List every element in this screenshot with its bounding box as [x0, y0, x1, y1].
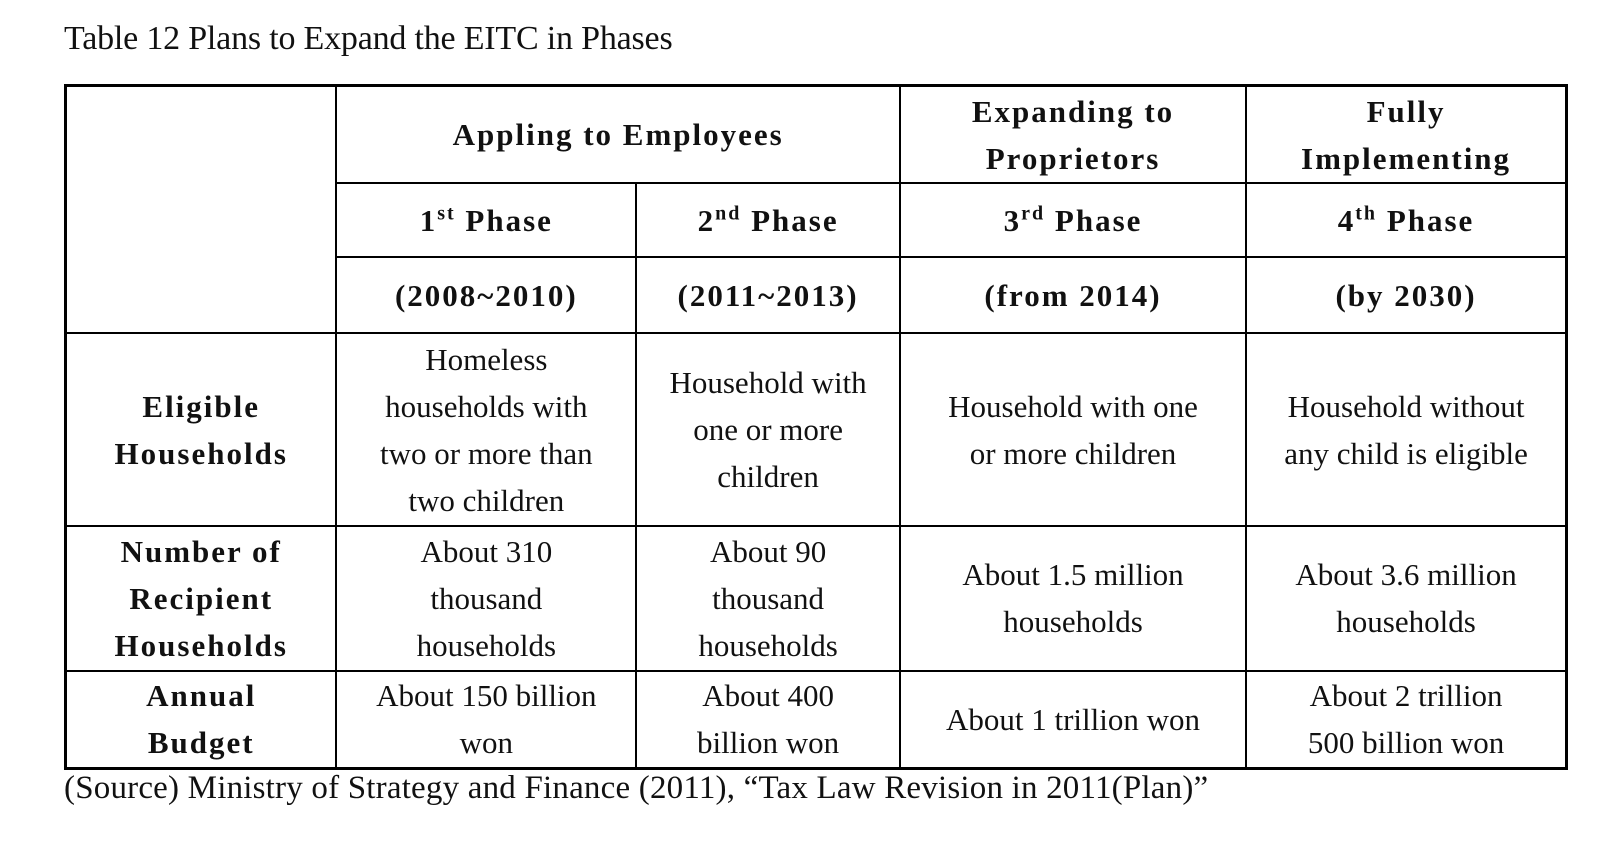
group-header-proprietors-line2: Proprietors	[985, 140, 1161, 176]
cell-line: About 1 trillion won	[946, 701, 1201, 737]
cell-line: Household with one	[948, 388, 1198, 424]
budget-phase-1	[336, 671, 636, 769]
period-2: (2011~2013)	[636, 257, 900, 333]
phase-3-word: Phase	[1054, 202, 1143, 238]
header-group-row	[66, 86, 1567, 184]
budget-phase-3	[900, 671, 1246, 769]
period-4: (by 2030)	[1246, 257, 1566, 333]
cell-line: About 400	[702, 678, 834, 714]
phase-header-3	[900, 183, 1246, 257]
cell-line: one or more	[693, 412, 843, 448]
phase-1-word: Phase	[465, 202, 553, 238]
recipients-phase-4	[1246, 526, 1566, 671]
group-header-employees-label: Appling to Employees	[452, 117, 784, 153]
recipients-phase-1	[336, 526, 636, 671]
row-label-recipients-line3: Households	[114, 627, 288, 663]
group-header-proprietors	[900, 86, 1246, 184]
cell-line: thousand	[430, 580, 543, 616]
budget-phase-2	[636, 671, 900, 769]
cell-line: About 3.6 million	[1295, 557, 1517, 593]
cell-line: households	[1336, 604, 1476, 640]
cell-line: Household without	[1287, 388, 1525, 424]
eligible-phase-1	[336, 333, 636, 526]
phase-header-1	[336, 183, 636, 257]
group-header-full-line2: Implementing	[1301, 140, 1512, 176]
phase-4-number: 4	[1337, 202, 1356, 238]
cell-line: Household with	[669, 365, 867, 401]
eligible-phase-2	[636, 333, 900, 526]
cell-line: thousand	[712, 580, 825, 616]
cell-line: two or more than	[380, 435, 593, 471]
cell-line: About 2 trillion	[1309, 678, 1503, 714]
phase-header-4	[1246, 183, 1566, 257]
cell-line: About 150 billion	[376, 678, 597, 714]
row-label-budget	[66, 671, 337, 769]
phase-4-word: Phase	[1386, 202, 1475, 238]
cell-line: households with	[385, 388, 588, 424]
group-header-employees	[336, 86, 900, 184]
recipients-phase-2	[636, 526, 900, 671]
phase-2-number: 2	[697, 202, 716, 238]
recipients-phase-3	[900, 526, 1246, 671]
budget-phase-4	[1246, 671, 1566, 769]
header-corner-cell	[66, 86, 337, 334]
eligible-phase-4	[1246, 333, 1566, 526]
phase-3-suffix: rd	[1021, 202, 1046, 225]
period-3: (from 2014)	[900, 257, 1246, 333]
table-row	[66, 333, 1567, 526]
eligible-phase-3	[900, 333, 1246, 526]
table-row	[66, 671, 1567, 769]
cell-line: Homeless	[425, 341, 548, 377]
phase-1-suffix: st	[437, 202, 456, 225]
row-label-eligible-line2: Households	[114, 435, 288, 471]
phase-header-2	[636, 183, 900, 257]
group-header-proprietors-line1: Expanding to	[971, 93, 1175, 129]
table-row	[66, 526, 1567, 671]
cell-line: two children	[408, 482, 565, 518]
cell-line: children	[717, 459, 819, 495]
phase-1-number: 1	[419, 202, 438, 238]
source-note: (Source) Ministry of Strategy and Finance (2011), “Tax Law Revision in 2011(Plan)”	[64, 770, 1209, 806]
group-header-full-line1: Fully	[1366, 93, 1446, 129]
group-header-full	[1246, 86, 1566, 184]
table-caption: Table 12 Plans to Expand the EITC in Phases	[64, 20, 673, 57]
phase-2-word: Phase	[751, 202, 839, 238]
row-label-budget-line1: Annual	[146, 678, 257, 714]
cell-line: any child is eligible	[1284, 435, 1528, 471]
eitc-phases-table	[64, 84, 1568, 770]
cell-line: households	[1003, 604, 1143, 640]
phase-2-suffix: nd	[715, 202, 742, 225]
row-label-eligible	[66, 333, 337, 526]
cell-line: About 90	[709, 533, 827, 569]
cell-line: households	[416, 627, 557, 663]
row-label-recipients	[66, 526, 337, 671]
cell-line: won	[459, 725, 514, 761]
row-label-budget-line2: Budget	[147, 725, 255, 761]
cell-line: households	[698, 627, 838, 663]
cell-line: About 310	[420, 533, 553, 569]
row-label-recipients-line1: Number of	[120, 533, 282, 569]
cell-line: or more children	[969, 435, 1177, 471]
phase-3-number: 3	[1003, 202, 1022, 238]
row-label-recipients-line2: Recipient	[129, 580, 274, 616]
cell-line: 500 billion won	[1307, 725, 1505, 761]
period-1: (2008~2010)	[336, 257, 636, 333]
phase-4-suffix: th	[1355, 202, 1378, 225]
cell-line: About 1.5 million	[962, 557, 1184, 593]
row-label-eligible-line1: Eligible	[142, 388, 261, 424]
cell-line: billion won	[697, 725, 840, 761]
